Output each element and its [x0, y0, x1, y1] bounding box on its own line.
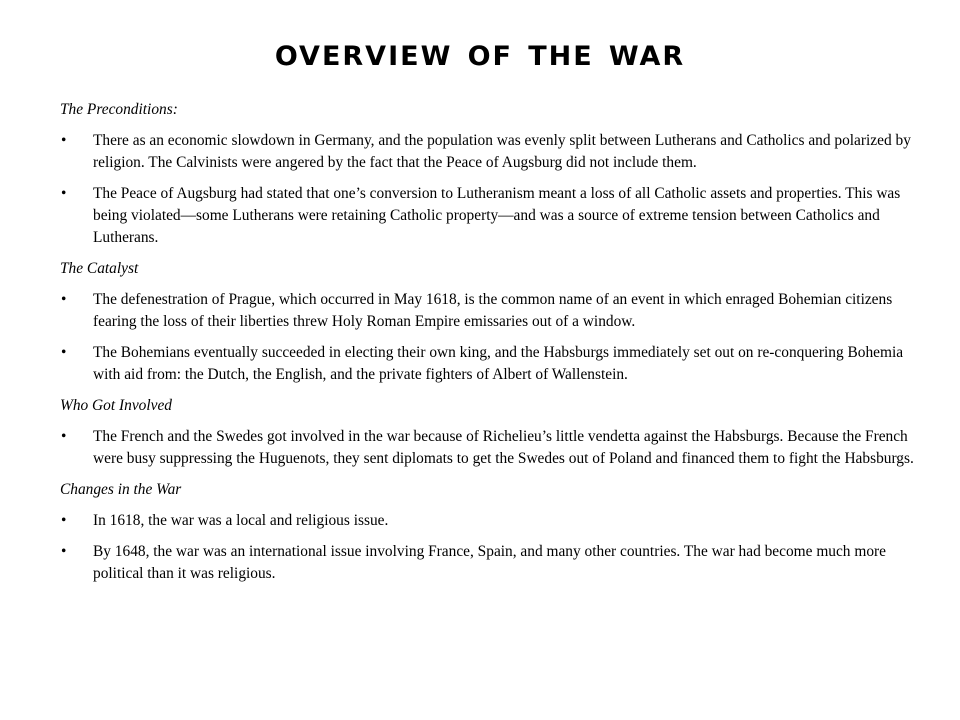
bullet-text: By 1648, the war was an international issue involving France, Spain, and many other countries. The war had become much more political than it was religious. [93, 543, 886, 582]
bullet-item [60, 183, 932, 249]
slide-title: overview of the war [274, 30, 686, 74]
bullet-dot-icon: • [61, 185, 67, 202]
bullet-dot-icon: • [61, 428, 67, 445]
bullet-item [60, 541, 932, 585]
bullet-text: The French and the Swedes got involved in the war because of Richelieu’s little vendetta against the Habsburgs. Because the French were busy suppressing the Huguenots, they sent diplomats to get the Swedes out of Poland and financed them to fight the Habsburgs. [93, 428, 914, 467]
bullet-item [60, 342, 932, 386]
section-heading-changes-in-the-war: Changes in the War [60, 481, 182, 498]
bullet-dot-icon: • [61, 132, 67, 149]
bullet-item [60, 510, 932, 532]
section-heading-who-got-involved: Who Got Involved [60, 397, 172, 414]
bullet-dot-icon: • [61, 543, 67, 560]
bullet-item [60, 289, 932, 333]
bullet-text: There as an economic slowdown in Germany, and the population was evenly split between Lutherans and Catholics and polarized by religion. The Calvinists were angered by the fact that the Peace of Augsburg did not include them. [93, 132, 911, 171]
bullet-item [60, 130, 932, 174]
bullet-text: In 1618, the war was a local and religious issue. [93, 512, 389, 529]
slide-body [60, 99, 932, 594]
bullet-dot-icon: • [61, 291, 67, 308]
section-heading-preconditions: The Preconditions: [60, 101, 178, 118]
section-heading-catalyst: The Catalyst [60, 260, 139, 277]
bullet-text: The Peace of Augsburg had stated that one’s conversion to Lutheranism meant a loss of all Catholic assets and properties. This was being violated—some Lutherans were retaining Catholic property—and was a source of extreme tension between Catholics and Lutherans. [93, 185, 901, 246]
bullet-dot-icon: • [61, 344, 67, 361]
bullet-text: The Bohemians eventually succeeded in electing their own king, and the Habsburgs immediately set out on re-conquering Bohemia with aid from: the Dutch, the English, and the private fighters of Albert of Wallenstein. [93, 344, 904, 383]
bullet-dot-icon: • [61, 512, 67, 529]
bullet-item [60, 426, 932, 470]
bullet-text: The defenestration of Prague, which occurred in May 1618, is the common name of an event in which enraged Bohemian citizens fearing the loss of their liberties threw Holy Roman Empire emissaries out of a window. [93, 291, 893, 330]
